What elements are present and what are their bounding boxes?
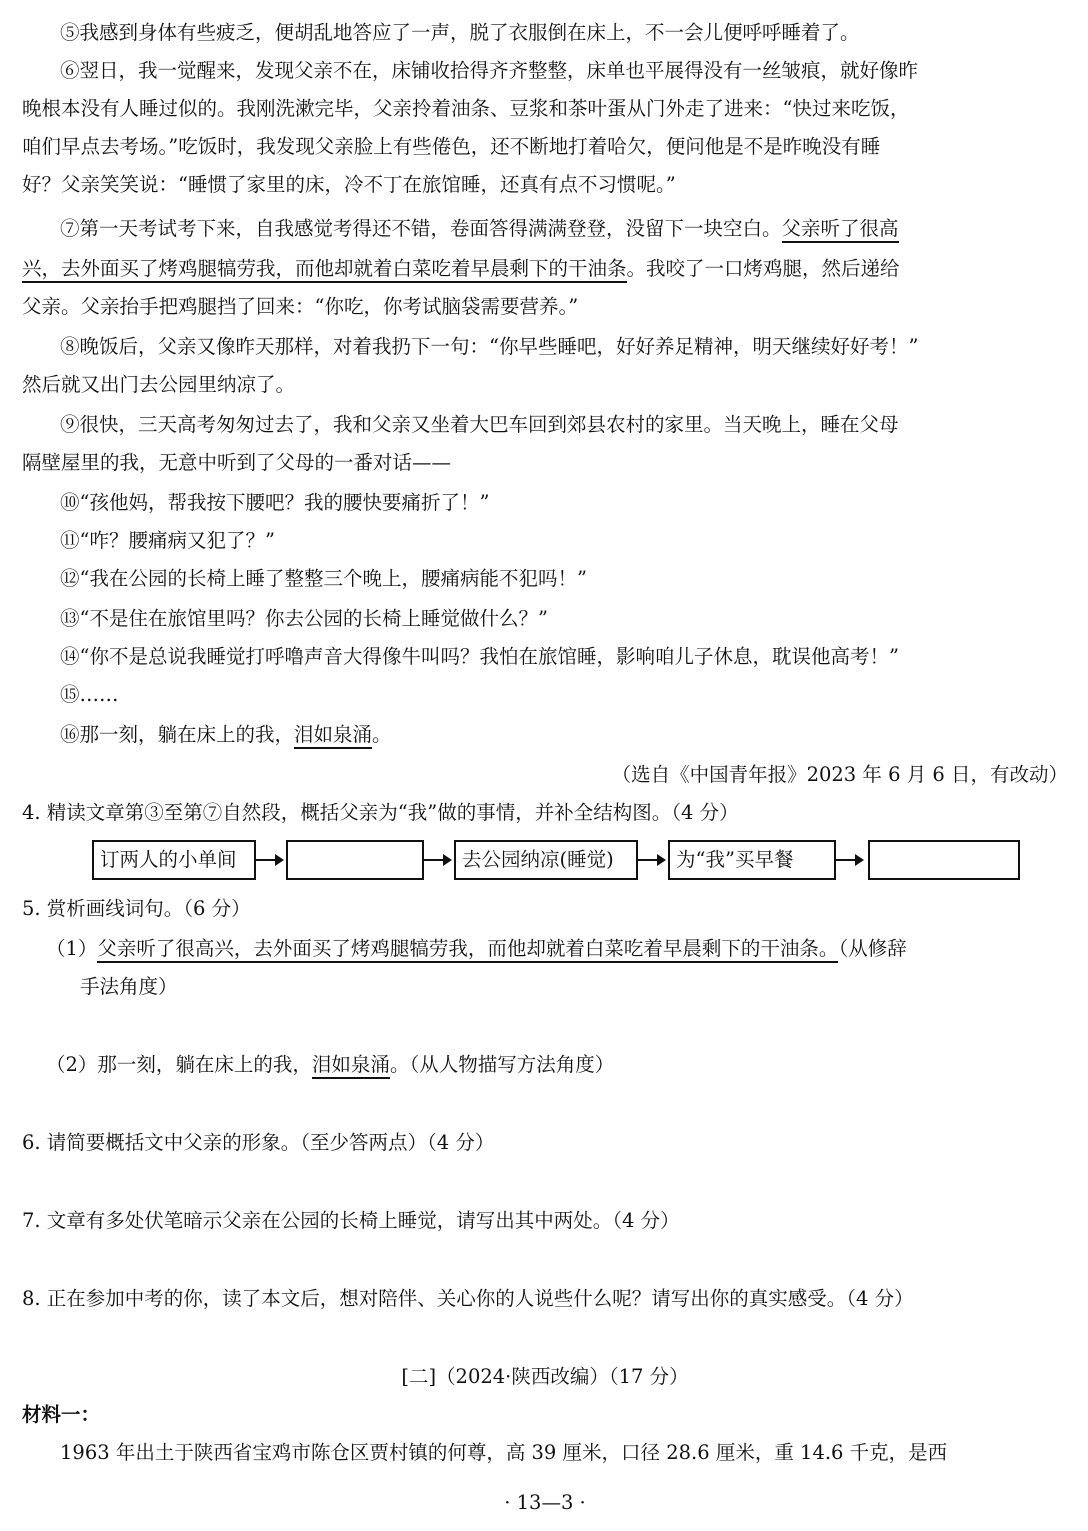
source-citation: （选自《中国青年报》2023 年 6 月 6 日，有改动） [611,763,1068,786]
q5-1-underlined: 父亲听了很高兴，去外面买了烤鸡腿犒劳我，而他却就着白菜吃着早晨剩下的干油条。 [97,937,838,963]
paragraph-15: ⑮…… [60,683,119,706]
underlined-sentence-cont: 兴，去外面买了烤鸡腿犒劳我，而他却就着白菜吃着早晨剩下的干油条 [22,257,627,283]
paragraph-6-line-3: 咱们早点去考场。”吃饭时，我发现父亲脸上有些倦色，还不断地打着哈欠，便问他是不是昨晚没有睡 [22,135,881,158]
paragraph-10: ⑩“孩他妈，帮我按下腰吧？我的腰快要痛折了！” [60,491,490,514]
flow-box-1: 订两人的小单间 [92,840,256,880]
flow-box-4: 为“我”买早餐 [668,840,836,880]
paragraph-6-line-1: ⑥翌日，我一觉醒来，发现父亲不在，床铺收拾得齐齐整整，床单也平展得没有一丝皱痕，就好像昨 [60,59,919,82]
material-1-label: 材料一： [22,1403,101,1426]
paragraph-6-line-2: 晚根本没有人睡过似的。我刚洗漱完毕，父亲拎着油条、豆浆和茶叶蛋从门外走了进来：“快过来吃饭， [22,97,910,120]
paragraph-11: ⑪“咋？腰痛病又犯了？” [60,529,275,552]
flow-box-2-blank[interactable] [286,840,424,880]
flow-arrow-3 [638,859,664,861]
question-6: 6. 请简要概括文中父亲的形象。（至少答两点）（4 分） [22,1131,495,1154]
flow-arrow-1 [256,859,282,861]
paragraph-6-line-4: 好？父亲笑笑说：“睡惯了家里的床，冷不丁在旅馆睡，还真有点不习惯呢。” [22,173,676,196]
paragraph-9-line-2: 隔壁屋里的我，无意中听到了父母的一番对话—— [22,451,452,474]
question-5: 5. 赏析画线词句。（6 分） [22,897,251,920]
paragraph-8-line-1: ⑧晚饭后，父亲又像昨天那样，对着我扔下一句：“你早些睡吧，好好养足精神，明天继续好好考！” [60,335,919,358]
paragraph-7-line-2: 兴，去外面买了烤鸡腿犒劳我，而他却就着白菜吃着早晨剩下的干油条。我咬了一口烤鸡腿，然后递给 [22,250,1068,287]
structure-diagram [92,840,1022,880]
underlined-sentence: 父亲听了很高 [782,217,899,243]
material-1-line-1: 1963 年出土于陕西省宝鸡市陈仓区贾村镇的何尊，高 39 厘米，口径 28.6 厘米，重 14.6 千克，是西 [60,1441,948,1464]
question-5-2: （2）那一刻，躺在床上的我，泪如泉涌。（从人物描写方法角度） [46,1046,1068,1083]
page-number: · 13—3 · [504,1491,586,1514]
paragraph-14: ⑭“你不是总说我睡觉打呼噜声音大得像牛叫吗？我怕在旅馆睡，影响咱儿子休息，耽误他高考！” [60,645,899,668]
question-4: 4. 精读文章第③至第⑦自然段，概括父亲为“我”做的事情，并补全结构图。（4 分） [22,801,739,824]
question-7: 7. 文章有多处伏笔暗示父亲在公园的长椅上睡觉，请写出其中两处。（4 分） [22,1209,680,1232]
paragraph-12: ⑫“我在公园的长椅上睡了整整三个晚上，腰痛病能不犯吗！” [60,567,587,590]
flow-arrow-4 [836,859,862,861]
flow-box-5-blank[interactable] [868,840,1020,880]
flow-arrow-2 [424,859,450,861]
section-2-heading: [二]（2024·陕西改编）（17 分） [401,1365,689,1388]
question-5-1-line-2: 手法角度） [80,975,178,998]
q5-2-underlined: 泪如泉涌 [312,1053,390,1079]
flow-box-3: 去公园纳凉(睡觉) [454,840,638,880]
paragraph-5: ⑤我感到身体有些疲乏，便胡乱地答应了一声，脱了衣服倒在床上，不一会儿便呼呼睡着了。 [60,21,860,44]
question-5-1: （1）父亲听了很高兴，去外面买了烤鸡腿犒劳我，而他却就着白菜吃着早晨剩下的干油条。（从修辞 [46,930,1068,967]
paragraph-13: ⑬“不是住在旅馆里吗？你去公园的长椅上睡觉做什么？” [60,607,548,630]
paragraph-16: ⑯那一刻，躺在床上的我，泪如泉涌。 [60,716,1068,753]
paragraph-8-line-2: 然后就又出门去公园里纳凉了。 [22,373,296,396]
question-8: 8. 正在参加中考的你，读了本文后，想对陪伴、关心你的人说些什么呢？请写出你的真实感受。（4 分） [22,1287,914,1310]
paragraph-7-line-3: 父亲。父亲抬手把鸡腿挡了回来：“你吃，你考试脑袋需要营养。” [22,295,579,318]
underlined-phrase: 泪如泉涌 [294,723,372,749]
paragraph-9-line-1: ⑨很快，三天高考匆匆过去了，我和父亲又坐着大巴车回到郊县农村的家里。当天晚上，睡在父母 [60,413,899,436]
paragraph-7-line-1: ⑦第一天考试考下来，自我感觉考得还不错，卷面答得满满登登，没留下一块空白。父亲听了很高 [60,210,1068,247]
